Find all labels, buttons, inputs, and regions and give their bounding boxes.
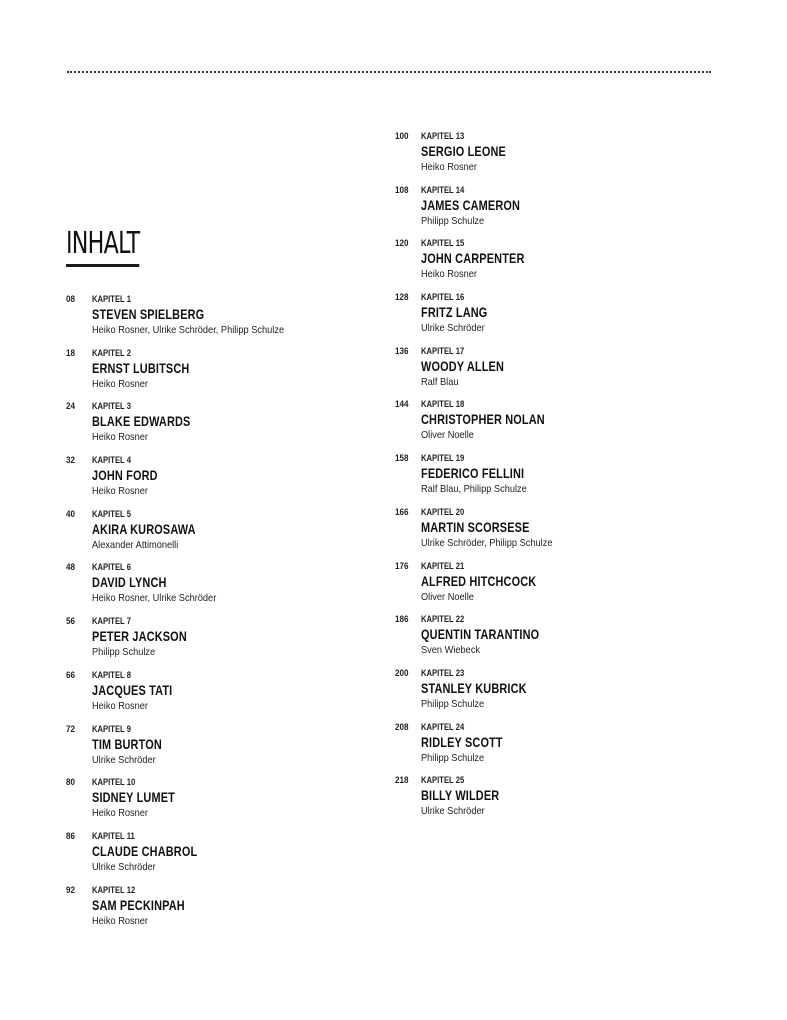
toc-authors: Ralf Blau	[421, 375, 459, 388]
toc-entry-body	[421, 131, 530, 174]
toc-chapter-label: KAPITEL 7	[92, 616, 131, 627]
toc-chapter-title: WOODY ALLEN	[421, 357, 505, 374]
toc-chapter-title: MARTIN SCORSESE	[421, 518, 530, 535]
toc-authors: Philipp Schulze	[421, 214, 485, 227]
toc-chapter-label: KAPITEL 14	[421, 184, 465, 195]
toc-chapter-label: KAPITEL 3	[92, 401, 131, 412]
toc-chapter-title: QUENTIN TARANTINO	[421, 626, 540, 643]
toc-page-number: 48	[66, 562, 75, 574]
toc-entry-body	[421, 238, 554, 281]
toc-entry-body	[421, 292, 506, 335]
toc-chapter-label: KAPITEL 25	[421, 775, 465, 786]
toc-authors: Philipp Schulze	[421, 751, 485, 764]
toc-chapter-title: CHRISTOPHER NOLAN	[421, 411, 545, 428]
toc-page-number: 186	[395, 614, 409, 626]
toc-chapter-title: JAMES CAMERON	[421, 196, 521, 213]
toc-entry-body	[92, 670, 195, 713]
toc-entry-body	[92, 401, 218, 444]
toc-chapter-label: KAPITEL 8	[92, 669, 131, 680]
toc-chapter-title: ALFRED HITCHCOCK	[421, 572, 537, 589]
toc-entry-body	[92, 455, 176, 498]
toc-page-number: 120	[395, 238, 409, 250]
toc-chapter-title: FEDERICO FELLINI	[421, 465, 525, 482]
toc-entry-body	[421, 668, 557, 711]
toc-authors: Oliver Noelle	[421, 590, 474, 603]
toc-authors: Heiko Rosner	[421, 161, 477, 173]
toc-entry-body	[421, 185, 548, 228]
toc-chapter-title: SAM PECKINPAH	[92, 896, 185, 913]
toc-authors: Ulrike Schröder	[92, 860, 156, 873]
toc-chapter-title: FRITZ LANG	[421, 304, 488, 321]
dotted-top-rule	[67, 71, 711, 73]
toc-authors: Alexander Attimonelli	[92, 538, 179, 551]
toc-chapter-title: SERGIO LEONE	[421, 143, 507, 159]
toc-entry-body	[92, 562, 233, 605]
toc-chapter-title: JACQUES TATI	[92, 681, 173, 698]
toc-chapter-label: KAPITEL 11	[92, 830, 135, 841]
page-title: INHALT	[66, 226, 139, 267]
toc-page-number: 208	[395, 721, 409, 733]
toc-chapter-title: SIDNEY LUMET	[92, 789, 175, 806]
toc-authors: Heiko Rosner	[92, 485, 148, 498]
toc-page-number: 128	[395, 292, 409, 304]
toc-chapter-title: PETER JACKSON	[92, 628, 187, 645]
toc-entry-body	[421, 346, 527, 389]
toc-chapter-label: KAPITEL 21	[421, 560, 465, 571]
toc-chapter-title: RIDLEY SCOTT	[421, 733, 503, 750]
toc-chapter-title: STEVEN SPIELBERG	[92, 306, 205, 322]
toc-page-number: 166	[395, 506, 409, 518]
toc-page-number: 56	[66, 616, 75, 628]
toc-authors: Ulrike Schröder, Philipp Schulze	[421, 536, 553, 549]
toc-chapter-label: KAPITEL 9	[92, 723, 131, 734]
toc-page-number: 08	[66, 294, 75, 305]
toc-authors: Heiko Rosner	[92, 914, 148, 927]
toc-page-number: 218	[395, 775, 409, 787]
toc-chapter-label: KAPITEL 18	[421, 399, 465, 410]
toc-page-number: 80	[66, 777, 75, 789]
toc-chapter-title: BILLY WILDER	[421, 787, 500, 804]
toc-chapter-title: TIM BURTON	[92, 735, 162, 752]
toc-page-number: 24	[66, 401, 75, 413]
toc-page-number: 32	[66, 455, 75, 467]
toc-authors: Heiko Rosner	[421, 268, 477, 281]
toc-chapter-label: KAPITEL 22	[421, 614, 465, 625]
toc-authors: Heiko Rosner, Ulrike Schröder	[92, 592, 217, 605]
toc-page-number: 136	[395, 345, 409, 357]
toc-entry-body	[92, 724, 182, 767]
toc-chapter-title: JOHN FORD	[92, 467, 158, 484]
toc-entry-body	[421, 722, 526, 765]
toc-page-number: 92	[66, 884, 75, 896]
toc-entry-body	[92, 831, 227, 874]
toc-authors: Ulrike Schröder	[421, 805, 485, 818]
toc-authors: Oliver Noelle	[421, 429, 474, 442]
toc-page-number: 200	[395, 667, 409, 679]
toc-chapter-label: KAPITEL 23	[421, 667, 465, 678]
toc-entry-body	[421, 614, 573, 657]
toc-entry-body	[92, 885, 211, 928]
toc-entry-body	[92, 348, 217, 391]
toc-chapter-label: KAPITEL 1	[92, 294, 131, 304]
toc-chapter-label: KAPITEL 4	[92, 455, 131, 466]
toc-page-number: 72	[66, 723, 75, 735]
toc-chapter-label: KAPITEL 2	[92, 347, 131, 358]
toc-chapter-label: KAPITEL 19	[421, 453, 465, 464]
toc-authors: Ulrike Schröder	[421, 322, 485, 335]
toc-chapter-label: KAPITEL 13	[421, 131, 465, 141]
toc-chapter-label: KAPITEL 16	[421, 292, 465, 303]
toc-authors: Ralf Blau, Philipp Schulze	[421, 483, 527, 496]
toc-entry-body	[421, 453, 553, 496]
toc-page-number: 144	[395, 399, 409, 411]
toc-chapter-label: KAPITEL 5	[92, 508, 131, 519]
toc-page-number: 100	[395, 131, 409, 142]
toc-authors: Ulrike Schröder	[92, 753, 156, 766]
toc-chapter-label: KAPITEL 15	[421, 238, 465, 249]
toc-entry-body	[421, 775, 521, 818]
toc-entry-body	[92, 509, 225, 552]
toc-page-number: 40	[66, 508, 75, 520]
toc-authors: Philipp Schulze	[92, 646, 156, 659]
toc-chapter-title: AKIRA KUROSAWA	[92, 520, 196, 537]
toc-chapter-label: KAPITEL 12	[92, 884, 136, 895]
toc-chapter-label: KAPITEL 24	[421, 721, 465, 732]
toc-authors: Heiko Rosner	[92, 807, 148, 820]
toc-page-number: 176	[395, 560, 409, 572]
toc-chapter-label: KAPITEL 17	[421, 345, 465, 356]
toc-page-number: 86	[66, 830, 75, 842]
toc-entry-body	[92, 616, 214, 659]
toc-chapter-title: BLAKE EDWARDS	[92, 413, 191, 430]
toc-chapter-title: CLAUDE CHABROL	[92, 842, 198, 859]
toc-entry-body	[421, 561, 569, 604]
toc-entry-body	[92, 294, 310, 337]
toc-authors: Heiko Rosner	[92, 699, 148, 712]
toc-entry-body	[92, 777, 198, 820]
toc-authors: Sven Wiebeck	[421, 644, 481, 657]
toc-chapter-title: DAVID LYNCH	[92, 574, 167, 591]
toc-page-number: 108	[395, 184, 409, 196]
toc-authors: Philipp Schulze	[421, 697, 485, 710]
toc-chapter-label: KAPITEL 6	[92, 562, 131, 573]
toc-page-number: 66	[66, 669, 75, 681]
toc-chapter-title: ERNST LUBITSCH	[92, 359, 190, 376]
toc-authors: Heiko Rosner	[92, 431, 148, 444]
toc-chapter-title: STANLEY KUBRICK	[421, 679, 527, 696]
toc-entry-body	[421, 507, 570, 550]
toc-page-number: 158	[395, 453, 409, 465]
toc-chapter-label: KAPITEL 20	[421, 506, 465, 517]
toc-authors: Heiko Rosner	[92, 377, 148, 390]
toc-page-number: 18	[66, 347, 75, 359]
toc-chapter-label: KAPITEL 10	[92, 777, 136, 788]
toc-chapter-title: JOHN CARPENTER	[421, 250, 525, 267]
toc-entry-body	[421, 399, 580, 442]
toc-authors: Heiko Rosner, Ulrike Schröder, Philipp Schulze	[92, 324, 285, 336]
